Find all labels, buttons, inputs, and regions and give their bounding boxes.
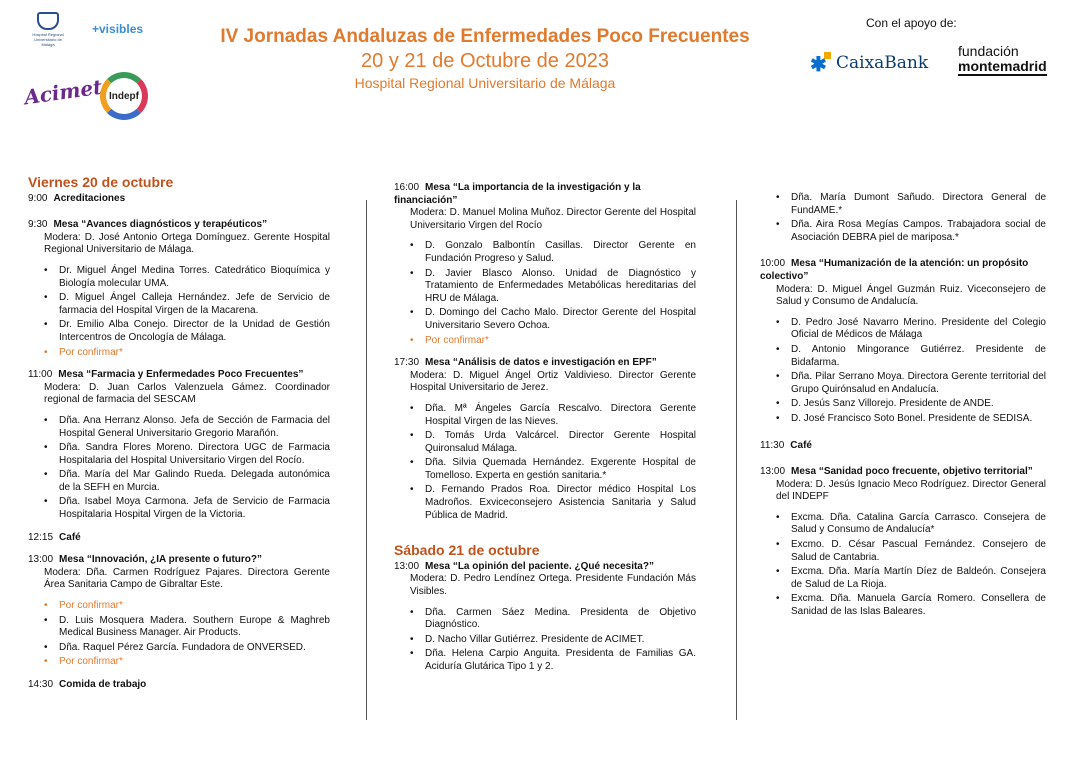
- session: [394, 182, 696, 347]
- speaker: • Dña. Aira Rosa Megías Campos. Trabajadora social de Asociación DEBRA piel de mariposa.*: [776, 219, 1046, 244]
- fundacion-montemadrid-logo: fundación montemadrid: [958, 43, 1047, 74]
- speaker: • D. Nacho Villar Gutiérrez. Presidente de ACIMET.: [410, 634, 696, 647]
- speaker: • D. Gonzalo Balbontín Casillas. Director Gerente en Fundación Progreso y Salud.: [410, 240, 696, 265]
- session-title: Comida de trabajo: [59, 679, 147, 690]
- speaker-list: [28, 265, 330, 359]
- program-column-3: [760, 192, 1046, 629]
- session: [394, 561, 696, 674]
- session: [760, 466, 1046, 619]
- speaker: • Dña. Raquel Pérez García. Fundadora de ONVERSED.: [44, 642, 330, 655]
- session-time: 14:30: [28, 679, 54, 690]
- event-title-block: [200, 26, 770, 91]
- speaker-pending: • Por confirmar*: [44, 600, 330, 613]
- event-title: IV Jornadas Andaluzas de Enfermedades Poco Frecuentes: [220, 26, 750, 47]
- session-time: 11:30: [760, 439, 785, 451]
- session-time: 10:00: [760, 258, 786, 270]
- speaker: • Dña. Ana Herranz Alonso. Jefa de Sección de Farmacia del Hospital General Universitario Gregorio Marañón.: [44, 415, 330, 440]
- session-time: 9:00: [28, 192, 48, 204]
- session-title: Mesa “Innovación, ¿IA presente o futuro?”: [59, 554, 263, 566]
- session-time: 17:30: [394, 357, 420, 369]
- speaker-list: [394, 403, 696, 522]
- moderator: Modera: D. Miguel Ángel Ortiz Valdivieso. Director Gerente Hospital Universitario de Jerez.: [410, 369, 696, 394]
- column-divider: [366, 200, 367, 720]
- header: [0, 0, 1080, 160]
- day-heading: Sábado 21 de octubre: [394, 542, 540, 559]
- speaker: • Excmo. D. César Pascual Fernández. Consejero de Salud de Cantabria.: [776, 539, 1046, 564]
- moderator: Modera: D. Miguel Ángel Guzmán Ruiz. Viceconsejero de Salud y Consumo de Andalucía.: [776, 283, 1046, 308]
- moderator: Modera: D. Jesús Ignacio Meco Rodríguez. Director General del INDEPF: [776, 478, 1046, 503]
- indepf-logo: [100, 72, 148, 120]
- session-title: Mesa “Avances diagnósticos y terapéuticos”: [53, 219, 268, 231]
- speaker: • Dña. María del Mar Galindo Rueda. Delegada autonómica de la SEFH en Murcia.: [44, 469, 330, 494]
- session-title: Mesa “Humanización de la atención: un propósito colectivo”: [760, 258, 1029, 282]
- shield-icon: [37, 12, 59, 30]
- session-title: Mesa “Sanidad poco frecuente, objetivo territorial”: [791, 466, 1033, 478]
- session: [760, 440, 1046, 453]
- speaker: • Excma. Dña. Catalina García Carrasco. Consejera de Salud y Consumo de Andalucía*: [776, 512, 1046, 537]
- speaker-list: [394, 607, 696, 674]
- speaker: • Dña. Carmen Sáez Medina. Presidenta de Objetivo Diagnóstico.: [410, 607, 696, 632]
- session-title: Acreditaciones: [53, 192, 126, 204]
- speaker-pending: • Por confirmar*: [44, 347, 330, 360]
- program-column-2: [394, 182, 696, 684]
- moderator: Modera: D. Juan Carlos Valenzuela Gámez. Coordinador regional de farmacia del SESCAM: [44, 381, 330, 406]
- session: [28, 532, 330, 545]
- speaker-list: [760, 512, 1046, 619]
- speaker: • D. Fernando Prados Roa. Director médico Hospital Los Madroños. Exviceconsejero Asistencia Sanitaria y Salud Pública de Madrid.: [410, 484, 696, 522]
- speaker: • Excma. Dña. María Martín Díez de Baldeón. Consejera de Salud de La Rioja.: [776, 566, 1046, 591]
- program-column-1: [28, 170, 330, 702]
- speaker: • Dña. Silvia Quemada Hernández. Exgerente Hospital de Tomelloso. Experta en gestión sanitaria.*: [410, 457, 696, 482]
- speaker: • Excma. Dña. Manuela García Romero. Consellera de Sanidad de las Islas Baleares.: [776, 593, 1046, 618]
- session-time: 12:15: [28, 531, 54, 543]
- moderator: Modera: D. José Antonio Ortega Domínguez. Gerente Hospital Regional Universitario de Málaga.: [44, 231, 330, 256]
- hospital-logo: Hospital Regional Universitario de Málaga: [28, 12, 68, 47]
- session-time: 13:00: [760, 466, 786, 478]
- speaker: • D. Domingo del Cacho Malo. Director Gerente del Hospital Universitario Severo Ochoa.: [410, 307, 696, 332]
- speaker: • D. Antonio Mingorance Gutiérrez. Presidente de Bidafarma.: [776, 344, 1046, 369]
- speaker: • Dr. Emilio Alba Conejo. Director de la Unidad de Gestión Intercentros de Oncología de Málaga.: [44, 319, 330, 344]
- speaker: • Dña. Mª Ángeles García Rescalvo. Directora Gerente Hospital Virgen de las Nieves.: [410, 403, 696, 428]
- moderator: Modera: D. Pedro Lendínez Ortega. Presidente Fundación Más Visibles.: [410, 573, 696, 598]
- session-title: Café: [59, 531, 81, 543]
- star-icon: ✱: [810, 52, 832, 74]
- indepf-logo-text: Indepf: [109, 90, 139, 102]
- session-time: 13:00: [28, 554, 54, 566]
- moderator: Modera: D. Manuel Molina Muñoz. Director Gerente del Hospital Universitario Virgen del Rocío: [410, 207, 696, 231]
- day-heading: Viernes 20 de octubre: [28, 174, 174, 190]
- visibles-logo: +visibles: [92, 22, 144, 36]
- acimet-logo: Acimet: [22, 74, 104, 110]
- speaker: • Dña. Sandra Flores Moreno. Directora UGC de Farmacia Hospitalaria del Hospital Universitario Virgen del Rocío.: [44, 442, 330, 467]
- speaker: • Dña. Helena Carpio Anguita. Presidenta de Familias GA. Aciduría Glutárica Tipo 1 y 2.: [410, 648, 696, 673]
- speaker: • D. Javier Blasco Alonso. Unidad de Diagnóstico y Tratamiento de Enfermedades Metabólicas hereditarias del HRU de Málaga.: [410, 268, 696, 306]
- support-label: Con el apoyo de:: [866, 16, 957, 30]
- session-continued: [760, 192, 1046, 244]
- session: [28, 369, 330, 522]
- session: [28, 193, 330, 206]
- speaker-list: [394, 240, 696, 347]
- speaker-list: [760, 192, 1046, 244]
- session-time: 9:30: [28, 219, 48, 231]
- session-title: Café: [790, 439, 812, 451]
- speaker: • Dña. Isabel Moya Carmona. Jefa de Servicio de Farmacia Hospitalaria Hospital Virgen de la Victoria.: [44, 496, 330, 521]
- moderator: Modera: Dña. Carmen Rodríguez Pajares. Directora Gerente Área Sanitaria Campo de Gibraltar Este.: [44, 566, 330, 591]
- speaker-list: [28, 415, 330, 522]
- speaker-list: [760, 317, 1046, 426]
- event-dates: 20 y 21 de Octubre de 2023: [361, 50, 609, 72]
- speaker: • D. José Francisco Soto Bonel. Presidente de SEDISA.: [776, 413, 1046, 426]
- session: [28, 679, 330, 692]
- session: [28, 219, 330, 359]
- speaker: • D. Pedro José Navarro Merino. Presidente del Colegio Oficial de Médicos de Málaga: [776, 317, 1046, 342]
- session-title: Mesa “Farmacia y Enfermedades Poco Frecuentes”: [58, 369, 304, 381]
- column-divider: [736, 200, 737, 720]
- speaker-pending: • Por confirmar*: [410, 335, 696, 348]
- session: [28, 554, 330, 669]
- speaker: • D. Miguel Ángel Calleja Hernández. Jefe de Servicio de farmacia del Hospital Virgen de la Macarena.: [44, 292, 330, 317]
- event-venue: Hospital Regional Universitario de Málaga: [354, 75, 616, 91]
- session-title: Mesa “La opinión del paciente. ¿Qué necesita?”: [425, 560, 654, 572]
- session-time: 11:00: [28, 369, 53, 381]
- session-title: Mesa “Análisis de datos e investigación en EPF”: [425, 357, 657, 369]
- session: [760, 258, 1046, 425]
- session-title: Mesa “La importancia de la investigación y la financiación”: [394, 182, 641, 206]
- session-time: 16:00: [394, 182, 420, 193]
- speaker: • D. Tomás Urda Valcárcel. Director Gerente Hospital Quironsalud Málaga.: [410, 430, 696, 455]
- speaker-pending: • Por confirmar*: [44, 656, 330, 669]
- speaker: • Dr. Miguel Ángel Medina Torres. Catedrático Bioquímica y Biología molecular UMA.: [44, 265, 330, 290]
- session: [394, 357, 696, 522]
- speaker: • D. Jesús Sanz Villorejo. Presidente de ANDE.: [776, 398, 1046, 411]
- session-time: 13:00: [394, 560, 420, 572]
- speaker-list: [28, 600, 330, 669]
- caixabank-logo: ✱ CaixaBank: [810, 53, 929, 76]
- speaker: • Dña. Pilar Serrano Moya. Directora Gerente territorial del Grupo Quirónsalud en Andalucía.: [776, 371, 1046, 396]
- speaker: • Dña. María Dumont Sañudo. Directora General de FundAME.*: [776, 192, 1046, 217]
- speaker: • D. Luis Mosquera Madera. Southern Europe & Maghreb Medical Business Manager. Air Products.: [44, 615, 330, 640]
